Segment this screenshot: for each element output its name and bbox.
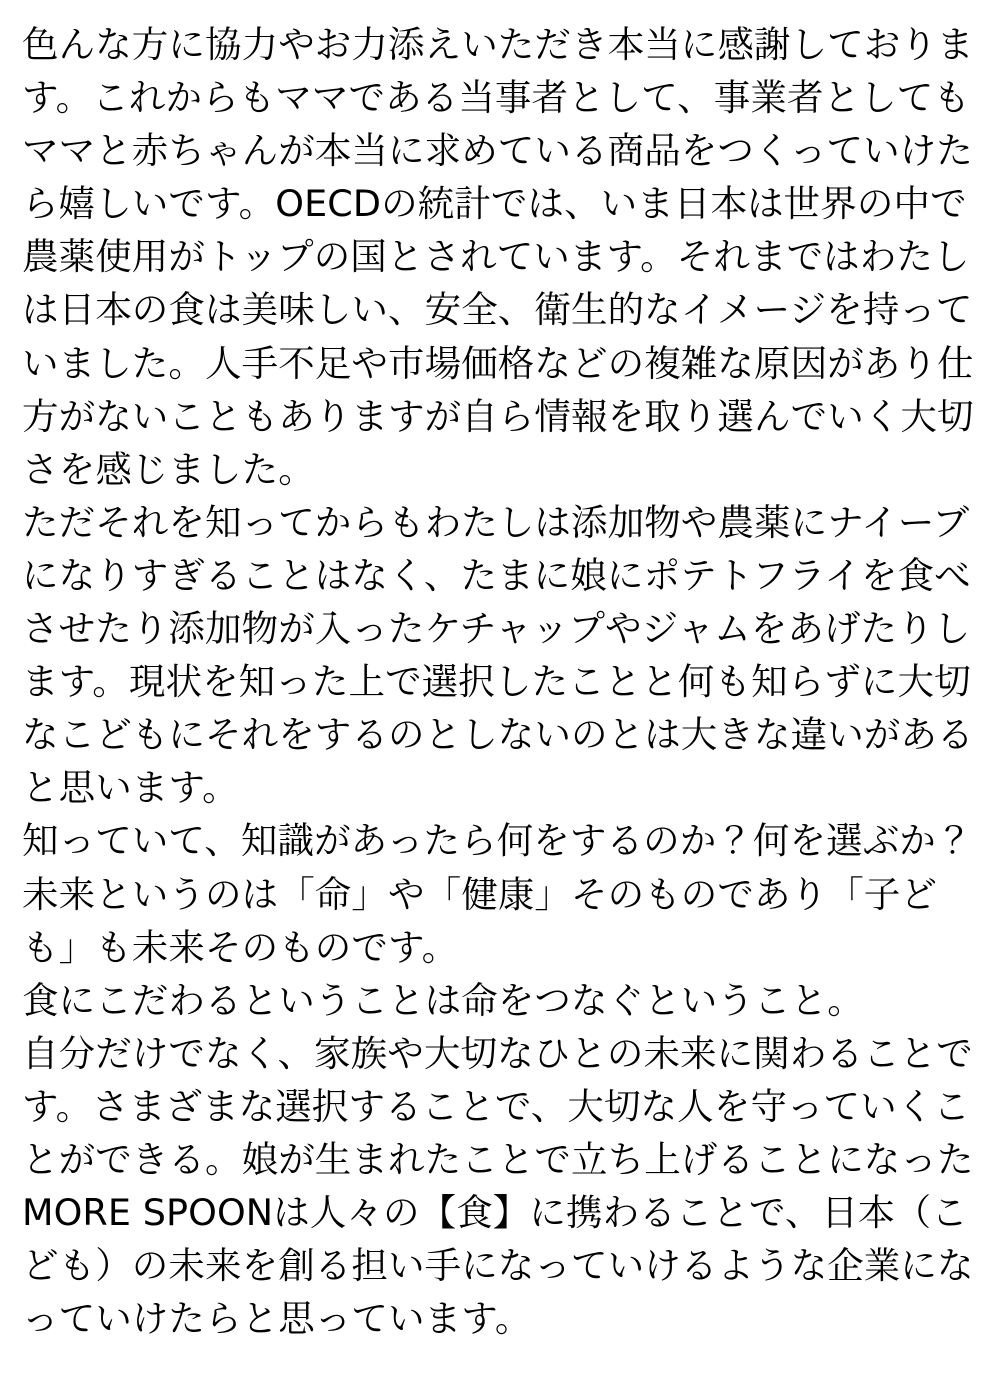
paragraph-4: 食にこだわるということは命をつなぐということ。 xyxy=(22,978,864,1022)
paragraph-3: 知っていて、知識があったら何をするのか？何を選ぶか？未来というのは「命」や「健康」そのものであり「子ども」も未来そのものです。 xyxy=(22,819,973,969)
paragraph-2: ただそれを知ってからもわたしは添加物や農薬にナイーブになりすぎることはなく、たまに娘にポテトフライを食べさせたり添加物が入ったケチャップやジャムをあげたりします。現状を知った上で選択したことと何も知らずに大切なこどもにそれをするのとしないのとは大きな違いがあると思います。 xyxy=(22,500,974,810)
article-body xyxy=(22,18,978,1345)
paragraph-5: 自分だけでなく、家族や大切なひとの未来に関わることです。さまざまな選択することで、大切な人を守っていくことができる。娘が生まれたことで立ち上げることになったMORE SPOONは人々の【食】に携わることで、日本（こども）の未来を創る担い手になっていけるような企業になっていけたらと思っています。 xyxy=(22,1031,974,1341)
paragraph-1: 色んな方に協力やお力添えいただき本当に感謝しております。これからもママである当事者として、事業者としてもママと赤ちゃんが本当に求めている商品をつくっていけたら嬉しいです。OECDの統計では、いま日本は世界の中で農薬使用がトップの国とされています。それまではわたしは日本の食は美味しい、安全、衛生的なイメージを持っていました。人手不足や市場価格などの複雑な原因があり仕方がないこともありますが自ら情報を取り選んでいく大切さを感じました。 xyxy=(22,23,974,491)
